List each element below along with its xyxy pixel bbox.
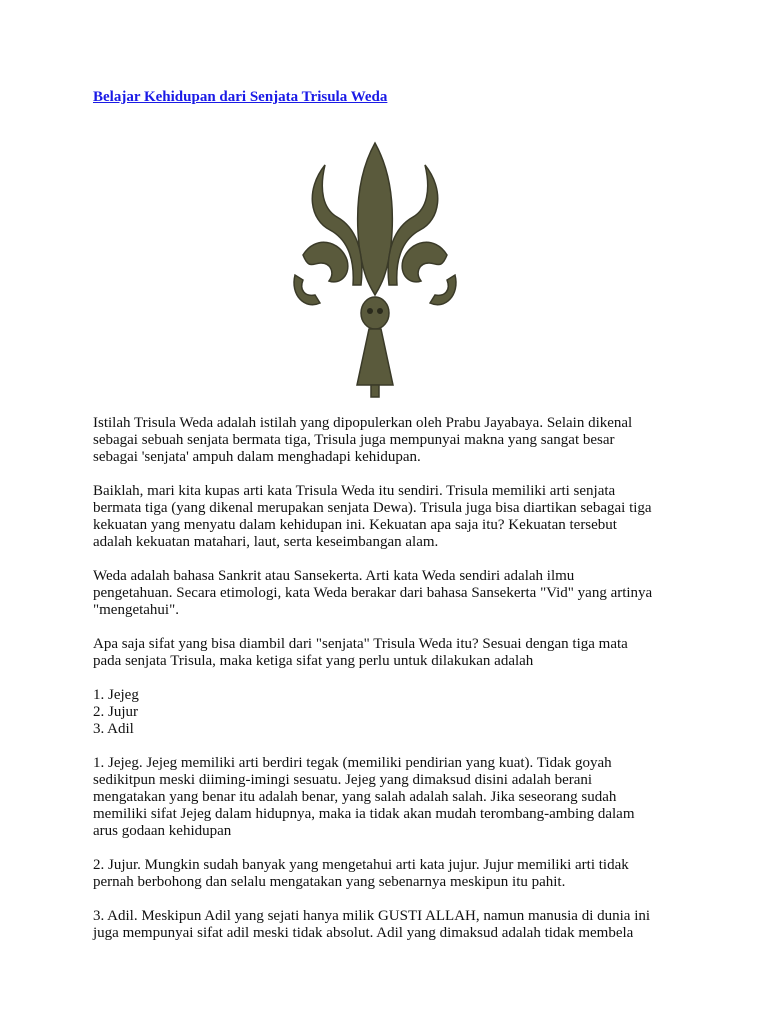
paragraph [93,483,713,551]
text-line: kekuatan yang menyatu dalam kehidupan ini. Kekuatan apa saja itu? Kekuatan tersebut [93,517,617,533]
list-item: 2. Jujur [93,704,138,720]
text-line: Baiklah, mari kita kupas arti kata Trisula Weda itu sendiri. Trisula memiliki arti senjata [93,483,616,499]
text-line: mengatakan yang benar itu adalah benar, yang salah adalah salah. Jika seseorang sudah [93,789,617,805]
text-line: juga mempunyai sifat adil meski tidak absolut. Adil yang dimaksud adalah tidak membela [93,925,634,941]
list-item: 3. Adil [93,721,134,737]
article-body [93,415,713,942]
text-line: sebagai 'senjata' ampuh dalam menghadapi kehidupan. [93,449,421,465]
text-line: adalah kekuatan matahari, laut, serta keseimbangan alam. [93,534,439,550]
paragraph-spacer [93,738,713,755]
trisula-weda-image [285,135,465,405]
text-line: pernah berbohong dan selalu mengatakan yang sebenarnya meskipun itu pahit. [93,874,566,890]
list-item: 1. Jejeg [93,687,139,703]
text-line: Apa saja sifat yang bisa diambil dari "senjata" Trisula Weda itu? Sesuai dengan tiga mata [93,636,628,652]
paragraph-spacer [93,891,713,908]
article-title-link[interactable]: Belajar Kehidupan dari Senjata Trisula Weda [93,89,388,105]
paragraph-spacer [93,466,713,483]
paragraph-spacer [93,670,713,687]
paragraph [93,568,713,619]
text-line: Istilah Trisula Weda adalah istilah yang dipopulerkan oleh Prabu Jayabaya. Selain dikenal [93,415,633,431]
text-line: arus godaan kehidupan [93,823,232,839]
text-line: Weda adalah bahasa Sankrit atau Sansekerta. Arti kata Weda sendiri adalah ilmu [93,568,575,584]
text-line: memiliki sifat Jejeg dalam hidupnya, maka ia tidak akan mudah terombang-ambing dalam [93,806,635,822]
text-line: 3. Adil. Meskipun Adil yang sejati hanya milik GUSTI ALLAH, namun manusia di dunia ini [93,908,651,924]
text-line: pada senjata Trisula, maka ketiga sifat yang perlu untuk dilakukan adalah [93,653,534,669]
paragraph [93,857,713,891]
paragraph [93,755,713,840]
numbered-list [93,687,713,738]
text-line: sebagai sebuah senjata bermata tiga, Trisula juga mempunyai makna yang sangat besar [93,432,615,448]
text-line: 1. Jejeg. Jejeg memiliki arti berdiri tegak (memiliki pendirian yang kuat). Tidak goyah [93,755,612,771]
text-line: 2. Jujur. Mungkin sudah banyak yang mengetahui arti kata jujur. Jujur memiliki arti tidak [93,857,629,873]
paragraph-spacer [93,551,713,568]
paragraph [93,636,713,670]
paragraph-spacer [93,840,713,857]
paragraph-spacer [93,619,713,636]
paragraph [93,415,713,466]
paragraph [93,908,713,942]
text-line: pengetahuan. Secara etimologi, kata Weda berakar dari bahasa Sansekerta "Vid" yang artinya [93,585,653,601]
text-line: sedikitpun meski diiming-imingi sesuatu. Jejeg yang dimaksud disini adalah berani [93,772,593,788]
text-line: "mengetahui". [93,602,179,618]
text-line: bermata tiga (yang dikenal merupakan senjata Dewa). Trisula juga bisa diartikan sebagai tiga [93,500,652,516]
